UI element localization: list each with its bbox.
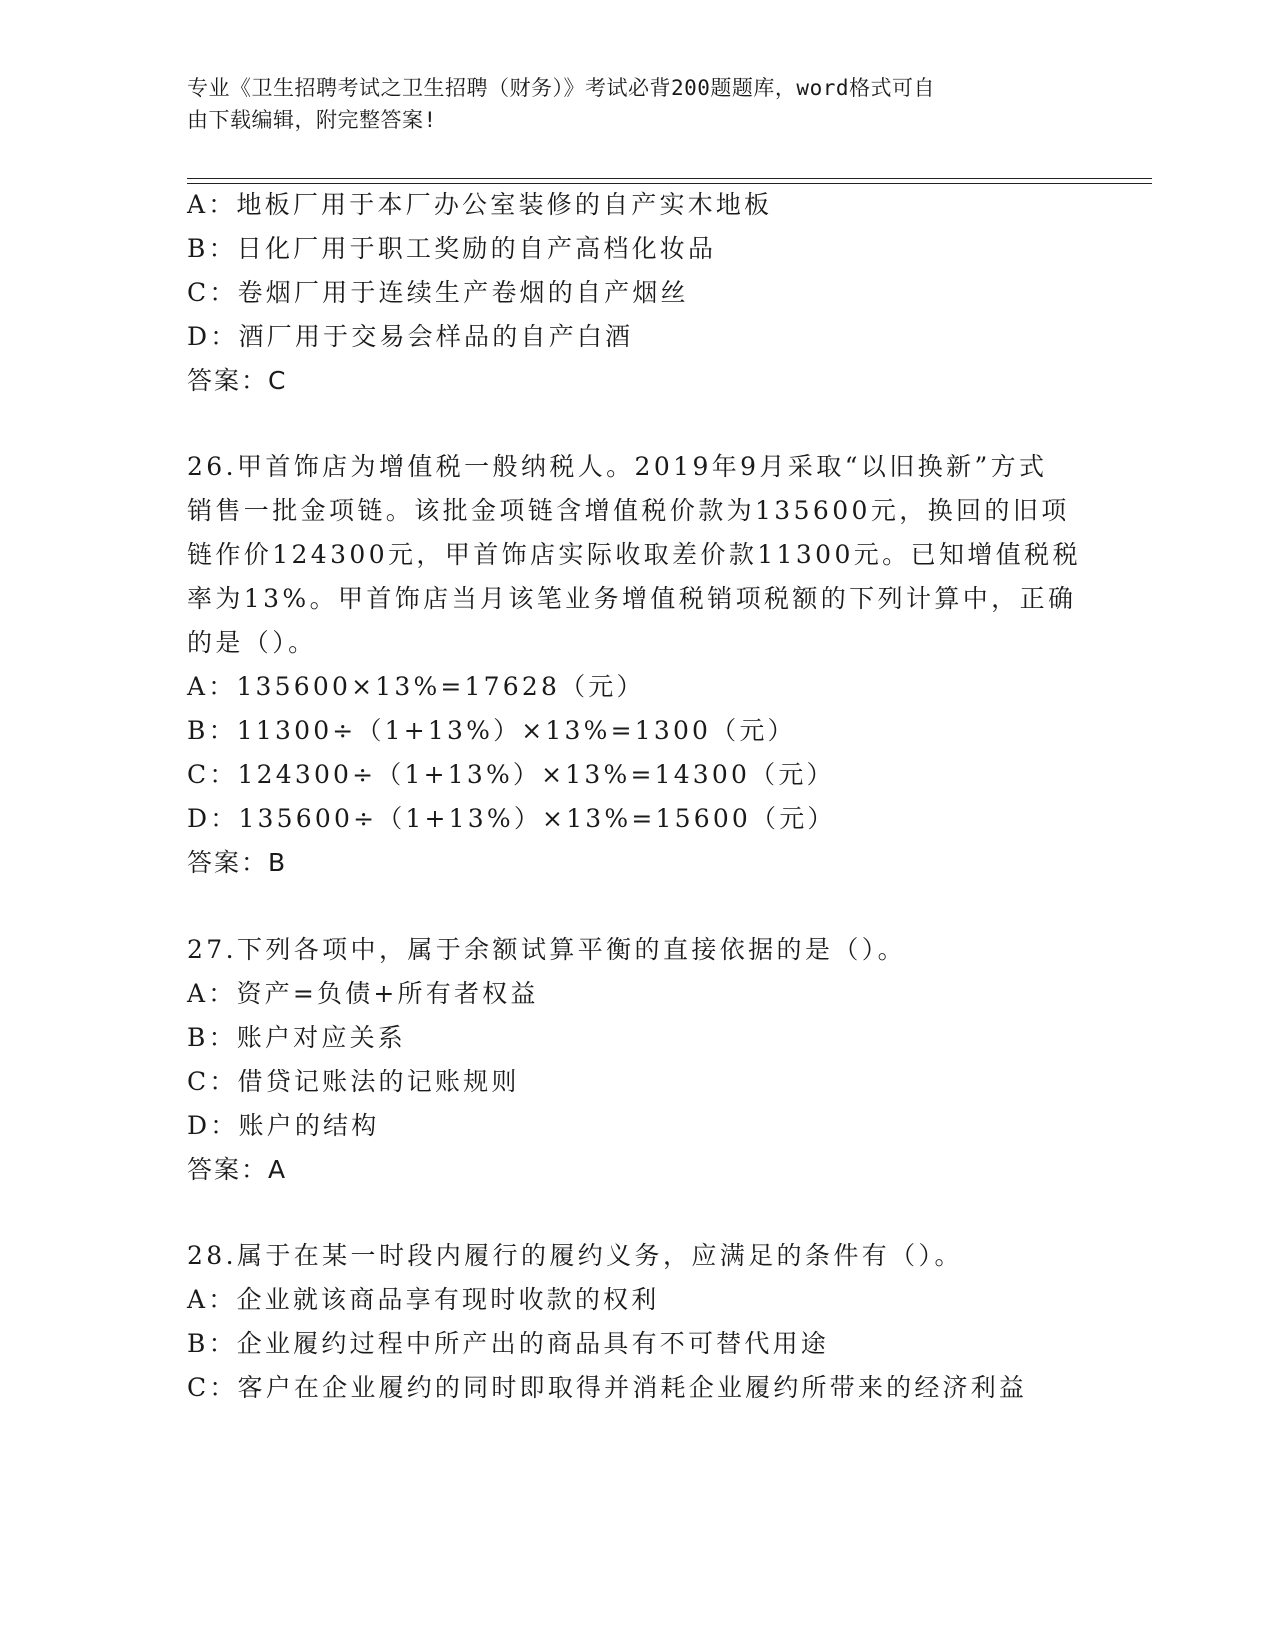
q25-option-b: B：日化厂用于职工奖励的自产高档化妆品 (187, 234, 717, 263)
q26-option-c: C：124300÷（1+13%）×13%=14300（元） (187, 760, 835, 789)
q27-option-a: A：资产=负债+所有者权益 (187, 979, 539, 1008)
q27-option-c: C：借贷记账法的记账规则 (187, 1067, 520, 1096)
q25-option-a: A：地板厂用于本厂办公室装修的自产实木地板 (187, 190, 773, 219)
q28-option-a: A：企业就该商品享有现时收款的权利 (187, 1285, 660, 1314)
q27-stem: 27.下列各项中，属于余额试算平衡的直接依据的是（）。 (187, 935, 907, 964)
q25-answer: 答案：C (187, 366, 288, 395)
q26-option-b: B：11300÷（1+13%）×13%=1300（元） (187, 716, 796, 745)
q26-stem-line-1: 26.甲首饰店为增值税一般纳税人。2019年9月采取“以旧换新”方式 (187, 452, 1048, 481)
q26-option-a: A：135600×13%=17628（元） (187, 672, 645, 701)
q26-stem-line-2: 销售一批金项链。该批金项链含增值税价款为135600元，换回的旧项 (187, 496, 1070, 525)
q25-option-c: C：卷烟厂用于连续生产卷烟的自产烟丝 (187, 278, 689, 307)
q27-answer: 答案：A (187, 1155, 288, 1184)
q26-answer: 答案：B (187, 848, 288, 877)
q28-option-b: B：企业履约过程中所产出的商品具有不可替代用途 (187, 1329, 829, 1358)
header-line-1: 专业《卫生招聘考试之卫生招聘（财务）》考试必背200题题库，word格式可自 (187, 76, 935, 100)
document-header (187, 72, 1087, 136)
q26-stem-line-4: 率为13%。甲首饰店当月该笔业务增值税销项税额的下列计算中，正确 (187, 584, 1077, 613)
q26-stem-line-3: 链作价124300元，甲首饰店实际收取差价款11300元。已知增值税税 (187, 540, 1081, 569)
q25-option-d: D：酒厂用于交易会样品的自产白酒 (187, 322, 634, 351)
q26-option-d: D：135600÷（1+13%）×13%=15600（元） (187, 804, 836, 833)
q27-option-b: B：账户对应关系 (187, 1023, 406, 1052)
header-divider-bottom (187, 183, 1152, 184)
header-divider-top (187, 178, 1152, 179)
header-line-2: 由下载编辑，附完整答案! (187, 108, 437, 132)
q28-stem: 28.属于在某一时段内履行的履约义务，应满足的条件有（）。 (187, 1241, 963, 1270)
q28-option-c: C：客户在企业履约的同时即取得并消耗企业履约所带来的经济利益 (187, 1373, 1028, 1402)
q26-stem-line-5: 的是（）。 (187, 628, 317, 657)
q27-option-d: D：账户的结构 (187, 1111, 380, 1140)
